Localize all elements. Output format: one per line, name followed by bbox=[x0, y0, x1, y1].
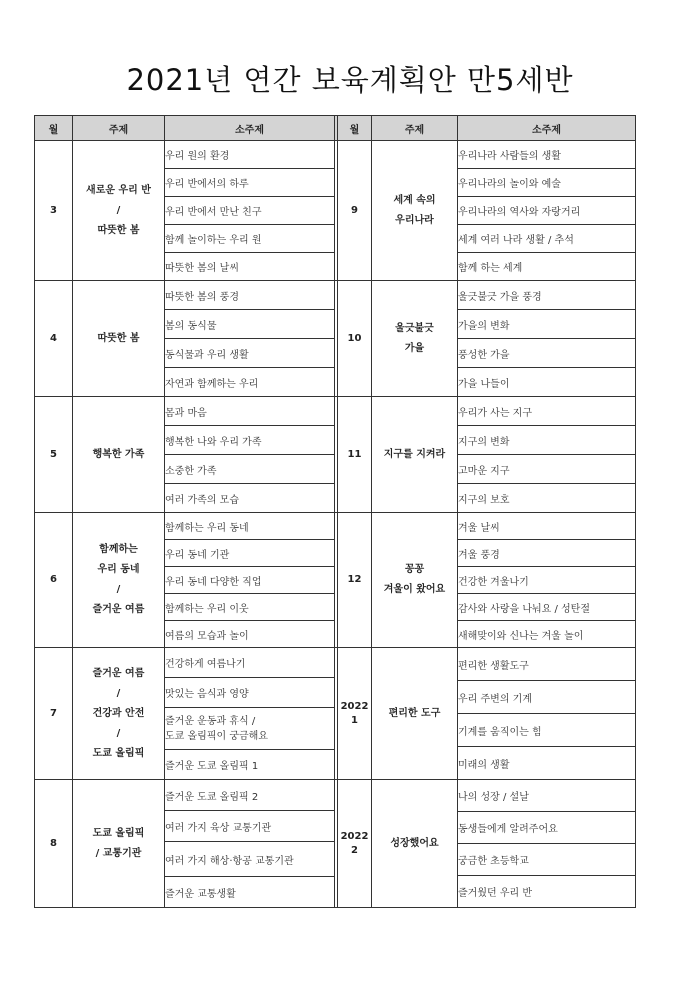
subtheme-cell: 함께하는 우리 이웃 bbox=[165, 594, 335, 621]
theme-line: 세계 속의 bbox=[393, 194, 436, 206]
subtheme-cell: 여름의 모습과 놀이 bbox=[165, 621, 335, 648]
subtheme-cell: 행복한 나와 우리 가족 bbox=[165, 426, 335, 455]
month-cell bbox=[35, 141, 73, 281]
subtheme-cell-right: 우리가 사는 지구 bbox=[458, 397, 636, 426]
subtheme-cell: 우리 원의 환경 bbox=[165, 141, 335, 169]
month-label: 8 bbox=[50, 837, 57, 849]
theme-line: 즐거운 여름 bbox=[92, 667, 145, 679]
theme-line: 꽁꽁 bbox=[404, 564, 425, 575]
subtheme-cell: 따뜻한 봄의 날씨 bbox=[165, 253, 335, 281]
annual-plan-table bbox=[34, 115, 636, 908]
subtheme-cell: 우리 동네 다양한 직업 bbox=[165, 567, 335, 594]
month-label: 2022 bbox=[340, 830, 369, 842]
theme-cell-right bbox=[372, 780, 458, 908]
subtheme-cell-right: 겨울 날씨 bbox=[458, 513, 636, 540]
subtheme-cell-right: 가을 나들이 bbox=[458, 368, 636, 397]
subtheme-cell: 우리 동네 기관 bbox=[165, 540, 335, 567]
subtheme-cell-right: 고마운 지구 bbox=[458, 455, 636, 484]
theme-line: / bbox=[116, 727, 121, 739]
subtheme-cell-right: 우리나라의 놀이와 예술 bbox=[458, 169, 636, 197]
subtheme-cell-right: 우리 주변의 기계 bbox=[458, 681, 636, 714]
subtheme-cell: 즐거운 교통생활 bbox=[165, 877, 335, 908]
month-cell-right bbox=[338, 141, 372, 281]
month-label: 7 bbox=[50, 707, 57, 719]
theme-line: 도쿄 올림픽 bbox=[92, 747, 145, 759]
theme-cell-right bbox=[372, 397, 458, 513]
subtheme-cell-right: 우리나라 사람들의 생활 bbox=[458, 141, 636, 169]
subtheme-cell-right: 편리한 생활도구 bbox=[458, 648, 636, 681]
plan-body bbox=[35, 141, 636, 908]
subtheme-cell-right: 궁금한 초등학교 bbox=[458, 844, 636, 876]
subtheme-cell-right: 지구의 보호 bbox=[458, 484, 636, 513]
plan-row bbox=[35, 648, 636, 678]
theme-cell bbox=[73, 513, 165, 648]
theme-line: 따뜻한 봄 bbox=[97, 224, 140, 236]
month-label: 5 bbox=[50, 448, 57, 460]
theme-cell-right bbox=[372, 513, 458, 648]
subtheme-cell-right: 건강한 겨울나기 bbox=[458, 567, 636, 594]
subtheme-cell-right: 기계를 움직이는 힘 bbox=[458, 714, 636, 747]
theme-line: 건강과 안전 bbox=[92, 707, 145, 719]
subtheme-cell: 따뜻한 봄의 풍경 bbox=[165, 281, 335, 310]
theme-line: 울긋불긋 bbox=[395, 322, 434, 334]
subtheme-cell-right: 지구의 변화 bbox=[458, 426, 636, 455]
subtheme-cell-right: 울긋불긋 가을 풍경 bbox=[458, 281, 636, 310]
month-cell bbox=[35, 780, 73, 908]
month-cell bbox=[35, 648, 73, 780]
subtheme-cell-right: 우리나라의 역사와 자랑거리 bbox=[458, 197, 636, 225]
month-label: 4 bbox=[50, 332, 57, 344]
month-label: 9 bbox=[351, 204, 358, 216]
theme-line: / 교통기관 bbox=[95, 847, 142, 859]
theme-line: 편리한 도구 bbox=[388, 707, 441, 719]
theme-line: 지구를 지켜라 bbox=[383, 448, 446, 460]
subtheme-cell: 건강하게 여름나기 bbox=[165, 648, 335, 678]
subtheme-cell: 우리 반에서의 하루 bbox=[165, 169, 335, 197]
month-label: 3 bbox=[50, 204, 57, 216]
theme-line: 행복한 가족 bbox=[92, 448, 145, 460]
subtheme-cell: 여러 가지 육상 교통기관 bbox=[165, 811, 335, 842]
theme-line: 새로운 우리 반 bbox=[86, 184, 151, 196]
subtheme-cell-right: 겨울 풍경 bbox=[458, 540, 636, 567]
theme-cell-right bbox=[372, 648, 458, 780]
subtheme-cell-right: 세계 여러 나라 생활 / 추석 bbox=[458, 225, 636, 253]
theme-line: 우리 동네 bbox=[97, 564, 140, 575]
subtheme-cell: 동식물과 우리 생활 bbox=[165, 339, 335, 368]
month-cell-right bbox=[338, 397, 372, 513]
subtheme-cell: 여러 가족의 모습 bbox=[165, 484, 335, 513]
subtheme-cell: 자연과 함께하는 우리 bbox=[165, 368, 335, 397]
subtheme-cell: 즐거운 도쿄 올림픽 2 bbox=[165, 780, 335, 811]
header-row bbox=[35, 116, 636, 141]
theme-cell bbox=[73, 780, 165, 908]
subtheme-line: 도쿄 올림픽이 궁금해요 bbox=[165, 730, 268, 742]
header-subtheme: 소주제 bbox=[165, 116, 335, 141]
month-cell-right bbox=[338, 648, 372, 780]
theme-cell bbox=[73, 648, 165, 780]
theme-line: / bbox=[116, 687, 121, 699]
month-cell bbox=[35, 397, 73, 513]
header-month: 월 bbox=[35, 116, 73, 141]
subtheme-cell-right: 미래의 생활 bbox=[458, 747, 636, 780]
plan-row bbox=[35, 513, 636, 540]
plan-row bbox=[35, 780, 636, 811]
subtheme-cell: 우리 반에서 만난 친구 bbox=[165, 197, 335, 225]
theme-line: 함께하는 bbox=[99, 544, 138, 555]
theme-line: 가을 bbox=[404, 342, 425, 354]
theme-cell bbox=[73, 281, 165, 397]
subtheme-cell: 몸과 마음 bbox=[165, 397, 335, 426]
month-cell bbox=[35, 513, 73, 648]
month-label: 10 bbox=[347, 332, 362, 344]
subtheme-cell: 함께 놀이하는 우리 원 bbox=[165, 225, 335, 253]
subtheme-cell-right: 풍성한 가을 bbox=[458, 339, 636, 368]
subtheme-cell-right: 즐거웠던 우리 반 bbox=[458, 876, 636, 908]
subtheme-line: 즐거운 운동과 휴식 / bbox=[165, 715, 256, 727]
theme-line: 성장했어요 bbox=[390, 837, 439, 849]
theme-line: 겨울이 왔어요 bbox=[383, 584, 446, 595]
month-label: 6 bbox=[50, 574, 57, 585]
month-label: 11 bbox=[347, 448, 362, 460]
subtheme-cell-right: 가을의 변화 bbox=[458, 310, 636, 339]
header-theme: 주제 bbox=[73, 116, 165, 141]
plan-row bbox=[35, 141, 636, 169]
theme-line: 우리나라 bbox=[395, 214, 434, 226]
header-subtheme-right: 소주제 bbox=[458, 116, 636, 141]
subtheme-cell: 함께하는 우리 동네 bbox=[165, 513, 335, 540]
subtheme-cell: 여러 가지 해상·항공 교통기관 bbox=[165, 842, 335, 877]
month-label: 2022 bbox=[340, 700, 369, 712]
subtheme-cell: 즐거운 도쿄 올림픽 1 bbox=[165, 750, 335, 780]
header-month-right: 월 bbox=[338, 116, 372, 141]
page-title: 2021년 연간 보육계획안 만5세반 bbox=[126, 63, 574, 97]
theme-line: / bbox=[116, 204, 121, 216]
month-label: 12 bbox=[347, 574, 362, 585]
theme-line: / bbox=[116, 584, 121, 595]
subtheme-cell-right: 나의 성장 / 설날 bbox=[458, 780, 636, 812]
subtheme-cell: 소중한 가족 bbox=[165, 455, 335, 484]
theme-cell bbox=[73, 141, 165, 281]
theme-line: 따뜻한 봄 bbox=[97, 332, 140, 344]
header-theme-right: 주제 bbox=[372, 116, 458, 141]
theme-cell-right bbox=[372, 141, 458, 281]
month-cell-right bbox=[338, 780, 372, 908]
plan-row bbox=[35, 281, 636, 310]
subtheme-cell-right: 새해맞이와 신나는 겨울 놀이 bbox=[458, 621, 636, 648]
plan-row bbox=[35, 397, 636, 426]
theme-line: 즐거운 여름 bbox=[92, 604, 145, 615]
subtheme-cell-right: 감사와 사랑을 나눠요 / 성탄절 bbox=[458, 594, 636, 621]
month-cell bbox=[35, 281, 73, 397]
month-cell-right bbox=[338, 513, 372, 648]
month-label: 2 bbox=[351, 844, 358, 856]
theme-line: 도쿄 올림픽 bbox=[92, 827, 145, 839]
theme-cell bbox=[73, 397, 165, 513]
month-cell-right bbox=[338, 281, 372, 397]
subtheme-cell-right: 함께 하는 세계 bbox=[458, 253, 636, 281]
month-label: 1 bbox=[351, 714, 358, 726]
subtheme-cell-right: 동생들에게 알려주어요 bbox=[458, 812, 636, 844]
subtheme-cell: 봄의 동식물 bbox=[165, 310, 335, 339]
theme-cell-right bbox=[372, 281, 458, 397]
subtheme-cell: 맛있는 음식과 영양 bbox=[165, 678, 335, 708]
subtheme-cell bbox=[165, 708, 335, 750]
